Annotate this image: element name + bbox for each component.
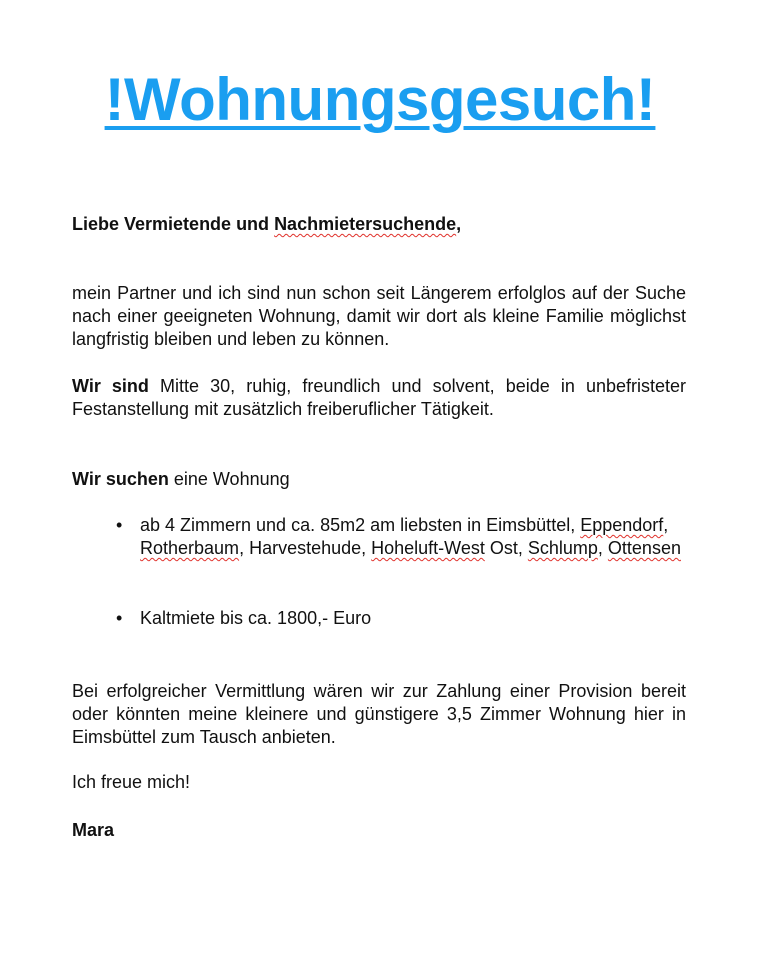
about-text: Mitte 30, ruhig, freundlich und solvent, beide in unbefristeter Festanstellung mit zusätzlich freiberuflicher Tätigkeit. — [72, 376, 686, 419]
bullet-rent-text: Kaltmiete bis ca. 1800,- Euro — [140, 608, 372, 628]
signature: Mara — [72, 820, 115, 840]
salutation — [72, 213, 686, 236]
bullet-location-text-a: ab 4 Zimmern und ca. 85m2 am liebsten in Eimsbüttel, — [140, 515, 581, 535]
district-ottensen: Ottensen — [607, 538, 681, 558]
page-title: !Wohnungsgesuch! — [104, 66, 656, 133]
bullet-separator: , — [597, 538, 608, 558]
district-eppendorf: Eppendorf — [580, 515, 664, 535]
bullet-location-text-b: , Harvestehude, — [239, 538, 372, 558]
bullet-location-text-c: Ost, — [484, 538, 528, 558]
bullet-list-rent — [116, 607, 696, 630]
about-paragraph — [72, 375, 686, 421]
salutation-misspelled-word: Nachmietersuchende — [274, 214, 457, 234]
offer-paragraph: Bei erfolgreicher Vermittlung wären wir zur Zahlung einer Provision bereit oder könnten meine kleinere und günstigere 3,5 Zimmer Wohnung hier in Eimsbüttel zum Tausch anbieten. — [72, 681, 686, 747]
district-hoheluft-west: Hoheluft-West — [371, 538, 485, 558]
bullet-separator: , — [663, 515, 669, 535]
salutation-comma: , — [456, 214, 462, 234]
district-rotherbaum: Rotherbaum — [140, 538, 240, 558]
bullet-symbol: • — [116, 608, 123, 628]
search-label: Wir suchen — [72, 469, 169, 489]
salutation-start: Liebe Vermietende und — [72, 214, 275, 234]
about-label: Wir sind — [72, 376, 149, 396]
search-text: eine Wohnung — [168, 469, 290, 489]
search-line — [72, 468, 686, 491]
bullet-symbol: • — [116, 515, 123, 535]
closing-line: Ich freue mich! — [72, 772, 191, 792]
bullet-list — [116, 514, 696, 560]
bullet-item-location — [116, 514, 696, 560]
intro-paragraph: mein Partner und ich sind nun schon seit Längerem erfolglos auf der Suche nach einer geeigneten Wohnung, damit wir dort als kleine Familie möglichst langfristig bleiben und leben zu können. — [72, 283, 686, 349]
bullet-item-rent — [116, 607, 696, 630]
district-schlump: Schlump — [527, 538, 598, 558]
